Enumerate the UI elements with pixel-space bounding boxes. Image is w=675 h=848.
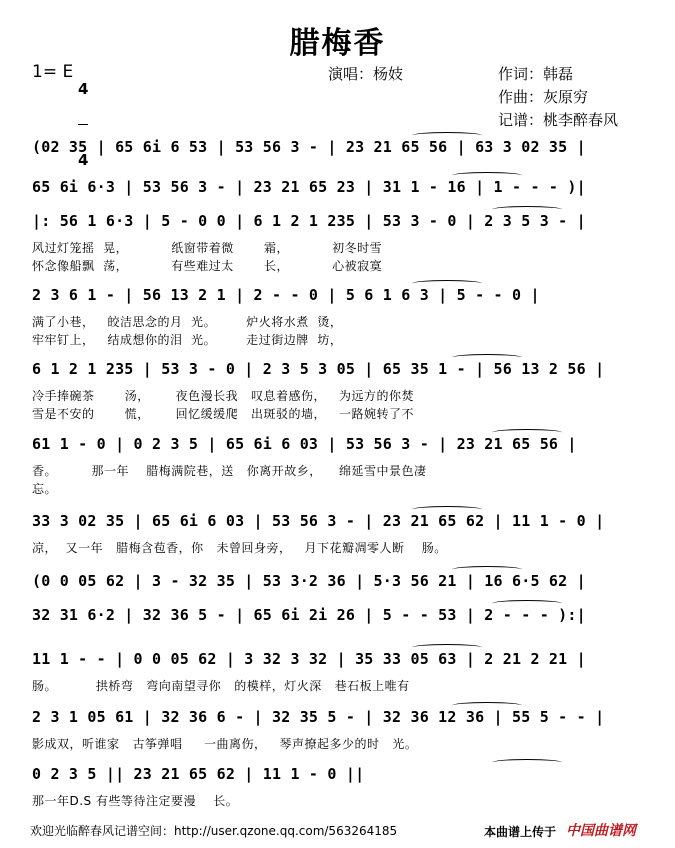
transcriber-credit: 记谱：桃李醉春风 [498, 111, 619, 129]
slur-mark [492, 759, 562, 766]
lyric-row: 香。 那一年 腊梅满院巷，送 你离开故乡， 绵延雪中景色凄 [32, 464, 427, 478]
lyric-row: 怀念像船飘 荡， 有些难过太 长， 心被寂寞 [32, 259, 383, 273]
note-row: 2 3 6 1 - | 56 13 2 1 | 2 - - 0 | 5 6 1 6 3 | 5 - - 0 | [32, 286, 540, 304]
lyric-row: 忘。 [32, 482, 58, 496]
slur-mark [492, 429, 562, 436]
lyric-row: 满了小巷， 皎洁思念的月 光。 炉火将水煮 烫， [32, 315, 343, 329]
note-row: 61 1 - 0 | 0 2 3 5 | 65 6i 6 03 | 53 56 3 - | 23 21 65 56 | [32, 435, 577, 453]
slur-mark [452, 702, 522, 709]
footer-text: 欢迎光临醉春风记谱空间：http://user.qzone.qq.com/563264185 [30, 824, 398, 838]
lyricist-credit: 作词：韩磊 [498, 65, 574, 83]
slur-mark [492, 600, 562, 607]
slur-mark [452, 354, 522, 361]
lyric-row: 雪是不安的 慌， 回忆缓缓爬 出斑驳的墙， 一路婉转了不 [32, 407, 414, 421]
slur-mark [412, 132, 482, 139]
upload-note: 本曲谱上传于 [484, 825, 557, 839]
note-row: 0 2 3 5 || 23 21 65 62 | 11 1 - 0 || [32, 765, 365, 783]
note-row: |: 56 1 6·3 | 5 - 0 0 | 6 1 2 1 235 | 53 3 - 0 | 2 3 5 3 - | [32, 212, 586, 230]
time-signature-bottom: 4 [78, 151, 89, 169]
slur-mark [452, 172, 522, 179]
lyric-row: 风过灯笼摇 晃， 纸窗带着微 霜， 初冬时雪 [32, 241, 383, 255]
lyric-row: 凉， 又一年 腊梅含苞香，你 未曾回身旁， 月下花瓣凋零人断 肠。 [32, 541, 447, 555]
note-row: (0 0 05 62 | 3 - 32 35 | 53 3·2 36 | 5·3 56 21 | 16 6·5 62 | [32, 572, 586, 590]
slur-mark [492, 206, 562, 213]
slur-mark [452, 566, 522, 573]
singer-credit: 演唱：杨妓 [328, 65, 404, 83]
note-row: (02 35 | 65 6i 6 53 | 53 56 3 - | 23 21 65 56 | 63 3 02 35 | [32, 138, 586, 156]
note-row: 65 6i 6·3 | 53 56 3 - | 23 21 65 23 | 31 1 - 16 | 1 - - - )| [32, 178, 586, 196]
composer-credit: 作曲：灰原穷 [498, 88, 589, 106]
score-title: 腊梅香 [289, 26, 386, 61]
lyric-row: 那一年D.S 有些等待注定要漫 长。 [32, 794, 239, 808]
note-row: 2 3 1 05 61 | 32 36 6 - | 32 35 5 - | 32 36 12 36 | 55 5 - - | [32, 708, 605, 726]
note-row: 6 1 2 1 235 | 53 3 - 0 | 2 3 5 3 05 | 65 35 1 - | 56 13 2 56 | [32, 360, 605, 378]
note-row: 33 3 02 35 | 65 6i 6 03 | 53 56 3 - | 23 21 65 62 | 11 1 - 0 | [32, 512, 605, 530]
lyric-row: 肠。 拱桥弯 弯向南望寻你 的模样，灯火深 巷石板上唯有 [32, 679, 410, 693]
slur-mark [412, 506, 482, 513]
time-signature-top: 4 [78, 80, 89, 98]
slur-mark [412, 644, 482, 651]
lyric-row: 影成双，听谁家 古筝弹唱 一曲离伤， 琴声撩起多少的时 光。 [32, 737, 418, 751]
site-logo: 中国曲谱网 [566, 823, 636, 839]
lyric-row: 牢牢钉上， 结成想你的泪 光。 走过街边牌 坊， [32, 333, 343, 347]
lyric-row: 冷手捧碗茶 汤， 夜色漫长我 叹息着感伤， 为远方的你焚 [32, 389, 414, 403]
note-row: 11 1 - - | 0 0 05 62 | 3 32 3 32 | 35 33 05 63 | 2 21 2 21 | [32, 650, 586, 668]
time-signature [78, 54, 88, 181]
note-row: 32 31 6·2 | 32 36 5 - | 65 6i 2i 26 | 5 - - 53 | 2 - - - ):| [32, 606, 586, 624]
slur-mark [412, 280, 482, 287]
key-signature: 1= E [32, 62, 74, 82]
time-signature-bar [78, 124, 88, 125]
